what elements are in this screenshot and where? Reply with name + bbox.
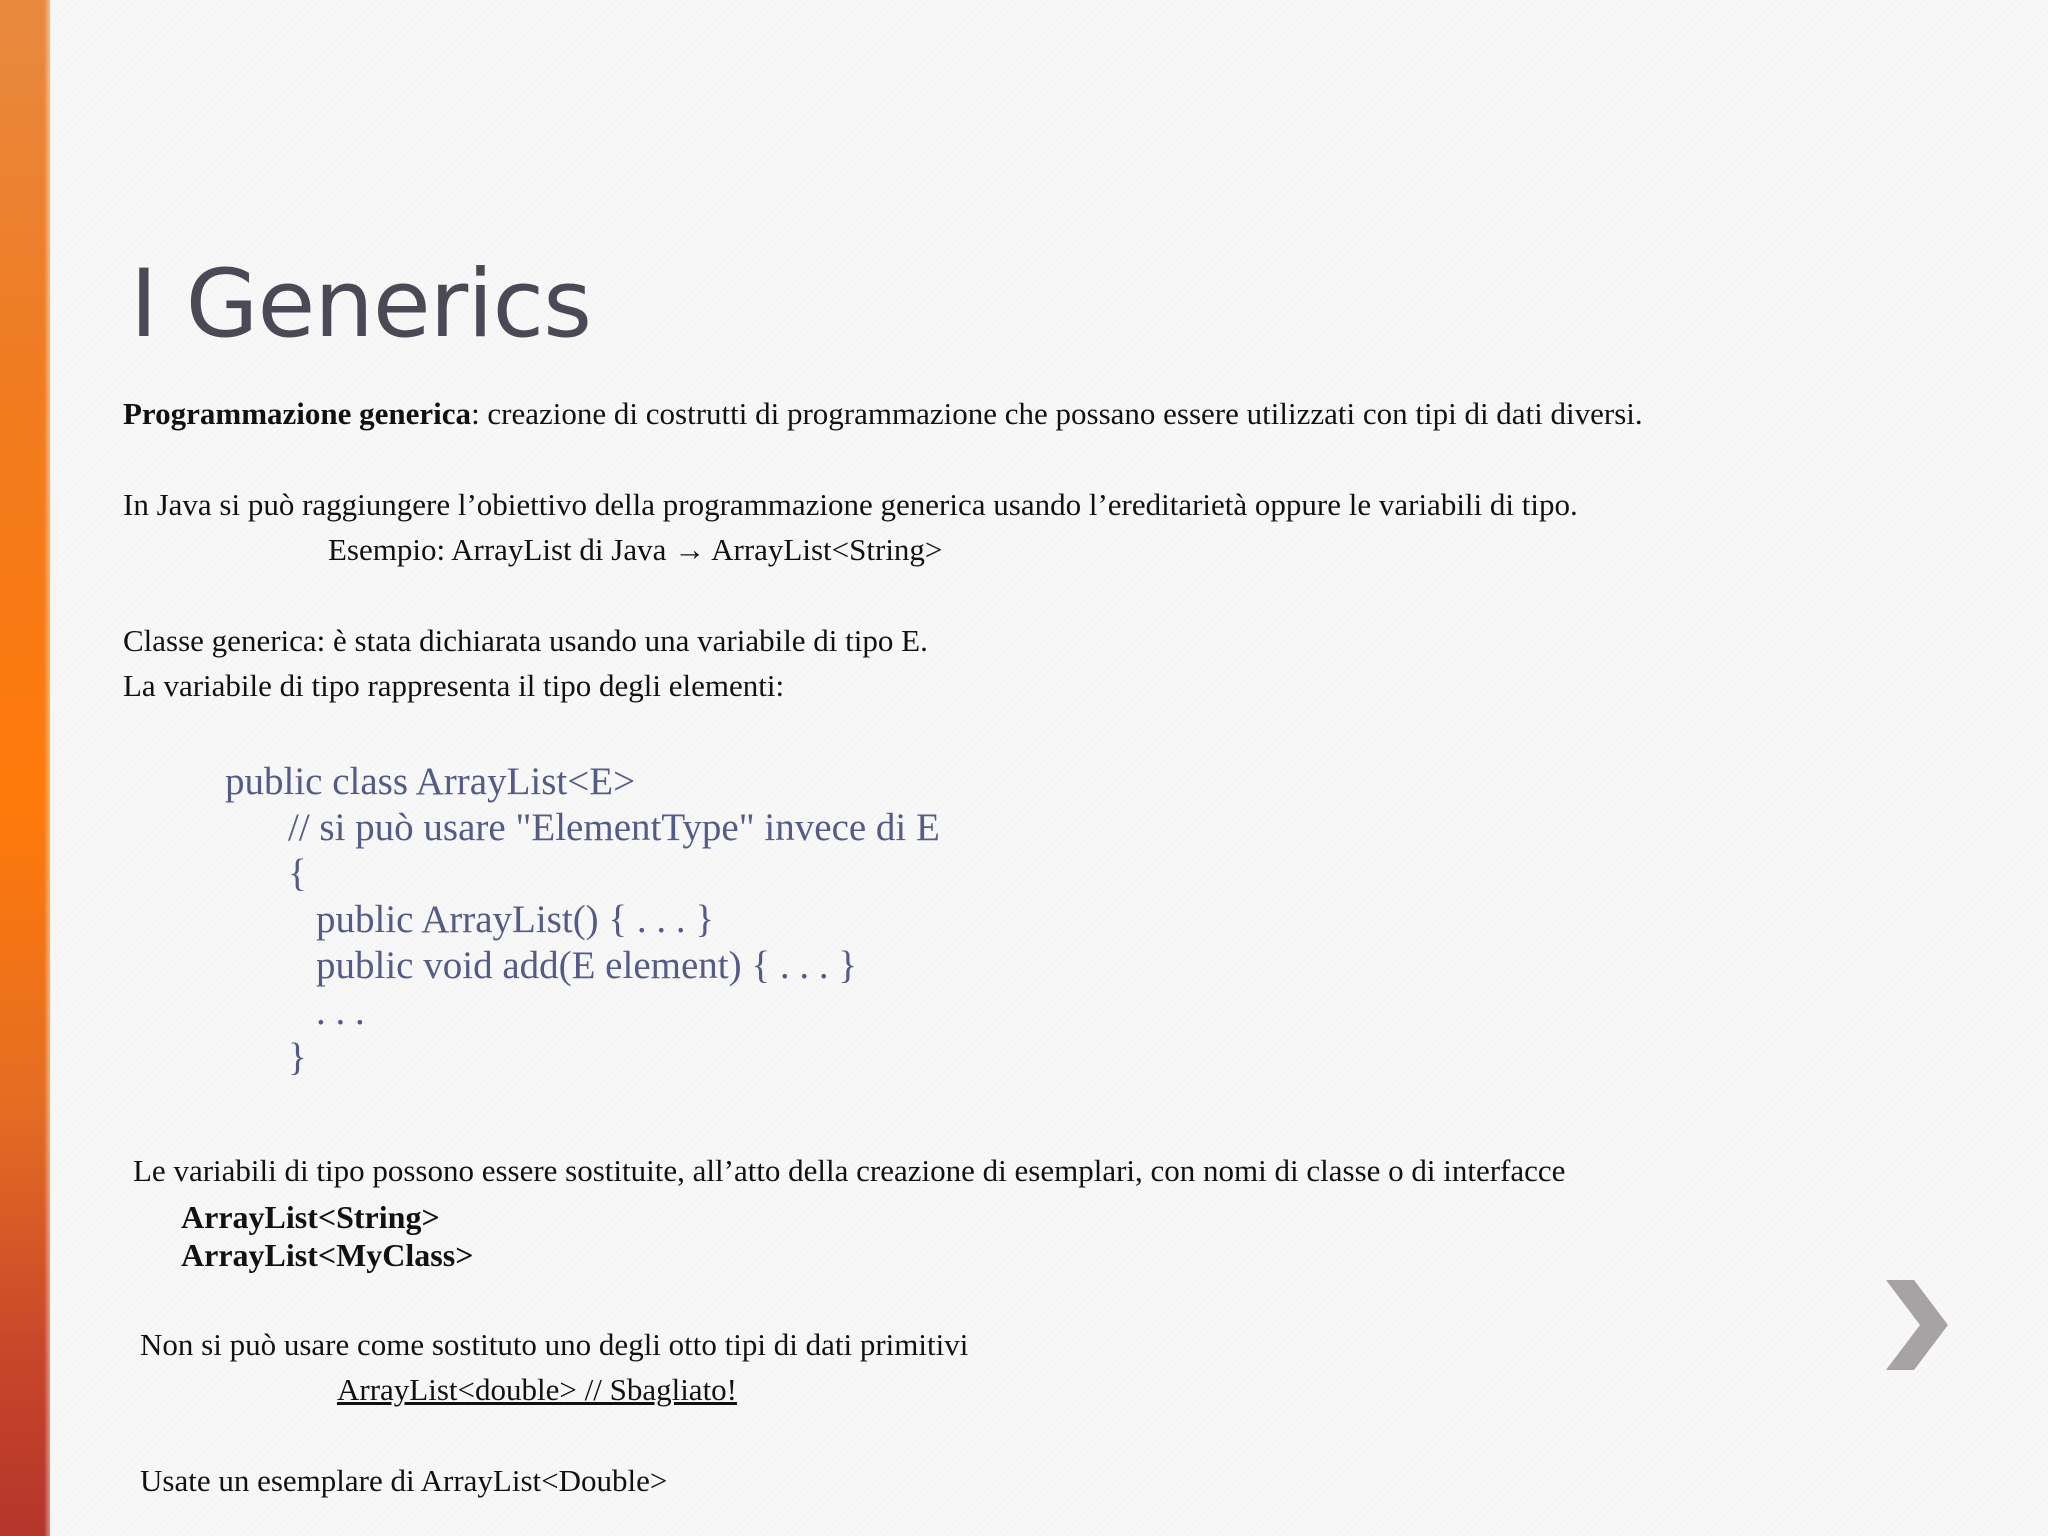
code-line: public class ArrayList<E>: [225, 760, 636, 803]
primitive-types-text: Non si può usare come sostituto uno degli otto tipi di dati primitivi: [140, 1327, 969, 1362]
java-approach-text: In Java si può raggiungere l’obiettivo della programmazione generica usando l’ereditarietà oppure le variabili di tipo.: [123, 487, 1578, 522]
code-line: public void add(E element) { . . . }: [316, 944, 858, 987]
code-line: . . .: [316, 990, 365, 1033]
next-slide-button[interactable]: [1876, 1270, 1956, 1380]
example-arraylist-myclass: ArrayList<MyClass>: [181, 1237, 474, 1273]
accent-side-bar: [0, 0, 50, 1536]
code-line: }: [288, 1036, 307, 1079]
substitution-text: Le variabili di tipo possono essere sostituite, all’atto della creazione di esemplari, con nomi di classe o di interfacce: [133, 1153, 1566, 1188]
use-double-text: Usate un esemplare di ArrayList<Double>: [140, 1463, 668, 1498]
generic-class-text: Classe generica: è stata dichiarata usando una variabile di tipo E.: [123, 623, 928, 658]
wrong-example: ArrayList<double> // Sbagliato!: [337, 1372, 738, 1407]
definition-term: Programmazione generica: [123, 396, 472, 431]
slide-title: I Generics: [130, 250, 592, 359]
example-line: Esempio: ArrayList di Java → ArrayList<String>: [328, 532, 943, 567]
code-line: {: [288, 852, 307, 895]
type-variable-text: La variabile di tipo rappresenta il tipo degli elementi:: [123, 668, 785, 703]
code-line: // si può usare "ElementType" invece di E: [288, 806, 940, 849]
definition-paragraph: [123, 396, 1643, 432]
code-line: public ArrayList() { . . . }: [316, 898, 715, 941]
chevron-right-icon: [1876, 1270, 1956, 1380]
example-arraylist-string: ArrayList<String>: [181, 1199, 440, 1235]
definition-text: : creazione di costrutti di programmazione che possano essere utilizzati con tipi di dati diversi.: [471, 396, 1643, 431]
